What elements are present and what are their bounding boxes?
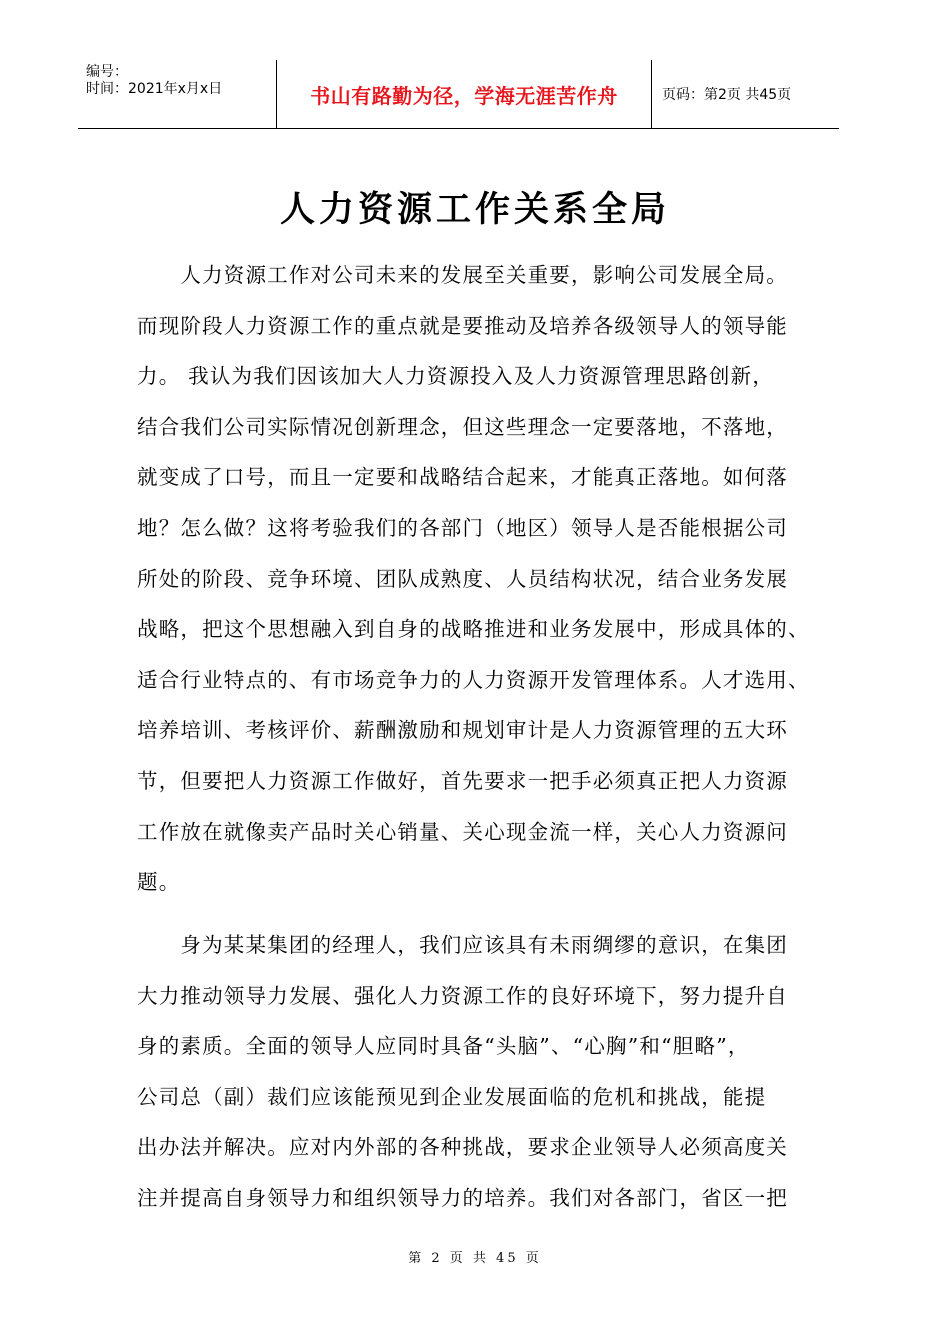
text-line: 就变成了口号，而且一定要和战略结合起来，才能真正落地。如何落 bbox=[137, 465, 788, 490]
text-line: 节，但要把人力资源工作做好，首先要求一把手必须真正把人力资源 bbox=[137, 768, 788, 793]
paragraph-2 bbox=[137, 920, 827, 1224]
text-line: 力。 我认为我们因该加大人力资源投入及人力资源管理思路创新， bbox=[137, 364, 775, 389]
serial-number-label: 编号： bbox=[86, 64, 128, 80]
text-line: 工作放在就像卖产品时关心销量、关心现金流一样，关心人力资源问 bbox=[137, 819, 788, 844]
text-line: 结合我们公司实际情况创新理念，但这些理念一定要落地，不落地， bbox=[137, 414, 788, 439]
text-line: 大力推动领导力发展、强化人力资源工作的良好环境下，努力提升自 bbox=[137, 983, 788, 1008]
text-line: 培养培训、考核评价、薪酬激励和规划审计是人力资源管理的五大环 bbox=[137, 718, 788, 743]
text-line: 身的素质。全面的领导人应同时具备“头脑”、“心胸”和“胆略”， bbox=[137, 1034, 750, 1059]
text-line: 地？怎么做？这将考验我们的各部门（地区）领导人是否能根据公司 bbox=[137, 515, 788, 540]
page-footer: 第 2 页 共 45 页 bbox=[408, 1251, 542, 1266]
text-line: 出办法并解决。应对内外部的各种挑战，要求企业领导人必须高度关 bbox=[137, 1135, 788, 1160]
text-line: 身为某某集团的经理人，我们应该具有未雨绸缪的意识，在集团 bbox=[137, 933, 788, 957]
text-line: 所处的阶段、竞争环境、团队成熟度、人员结构状况，结合业务发展 bbox=[137, 566, 788, 591]
text-line: 战略，把这个思想融入到自身的战略推进和业务发展中，形成具体的、 bbox=[137, 617, 810, 642]
text-line: 题。 bbox=[137, 870, 181, 895]
header-page-info: 页码：第2页 共45页 bbox=[662, 87, 792, 103]
text-line: 人力资源工作对公司未来的发展至关重要，影响公司发展全局。 bbox=[137, 263, 788, 287]
header-motto: 书山有路勤为径，学海无涯苦作舟 bbox=[277, 60, 652, 128]
text-line: 注并提高自身领导力和组织领导力的培养。我们对各部门，省区一把 bbox=[137, 1185, 788, 1210]
text-line: 适合行业特点的、有市场竞争力的人力资源开发管理体系。人才选用、 bbox=[137, 667, 810, 692]
text-line: 公司总（副）裁们应该能预见到企业发展面临的危机和挑战，能提 bbox=[137, 1084, 767, 1109]
page-header bbox=[78, 60, 839, 129]
text-line: 而现阶段人力资源工作的重点就是要推动及培养各级领导人的领导能 bbox=[137, 313, 788, 338]
header-meta bbox=[78, 60, 277, 128]
paragraph-1 bbox=[137, 250, 827, 908]
date-label: 时间：2021年x月x日 bbox=[86, 81, 223, 97]
document-title: 人力资源工作关系全局 bbox=[279, 189, 670, 230]
